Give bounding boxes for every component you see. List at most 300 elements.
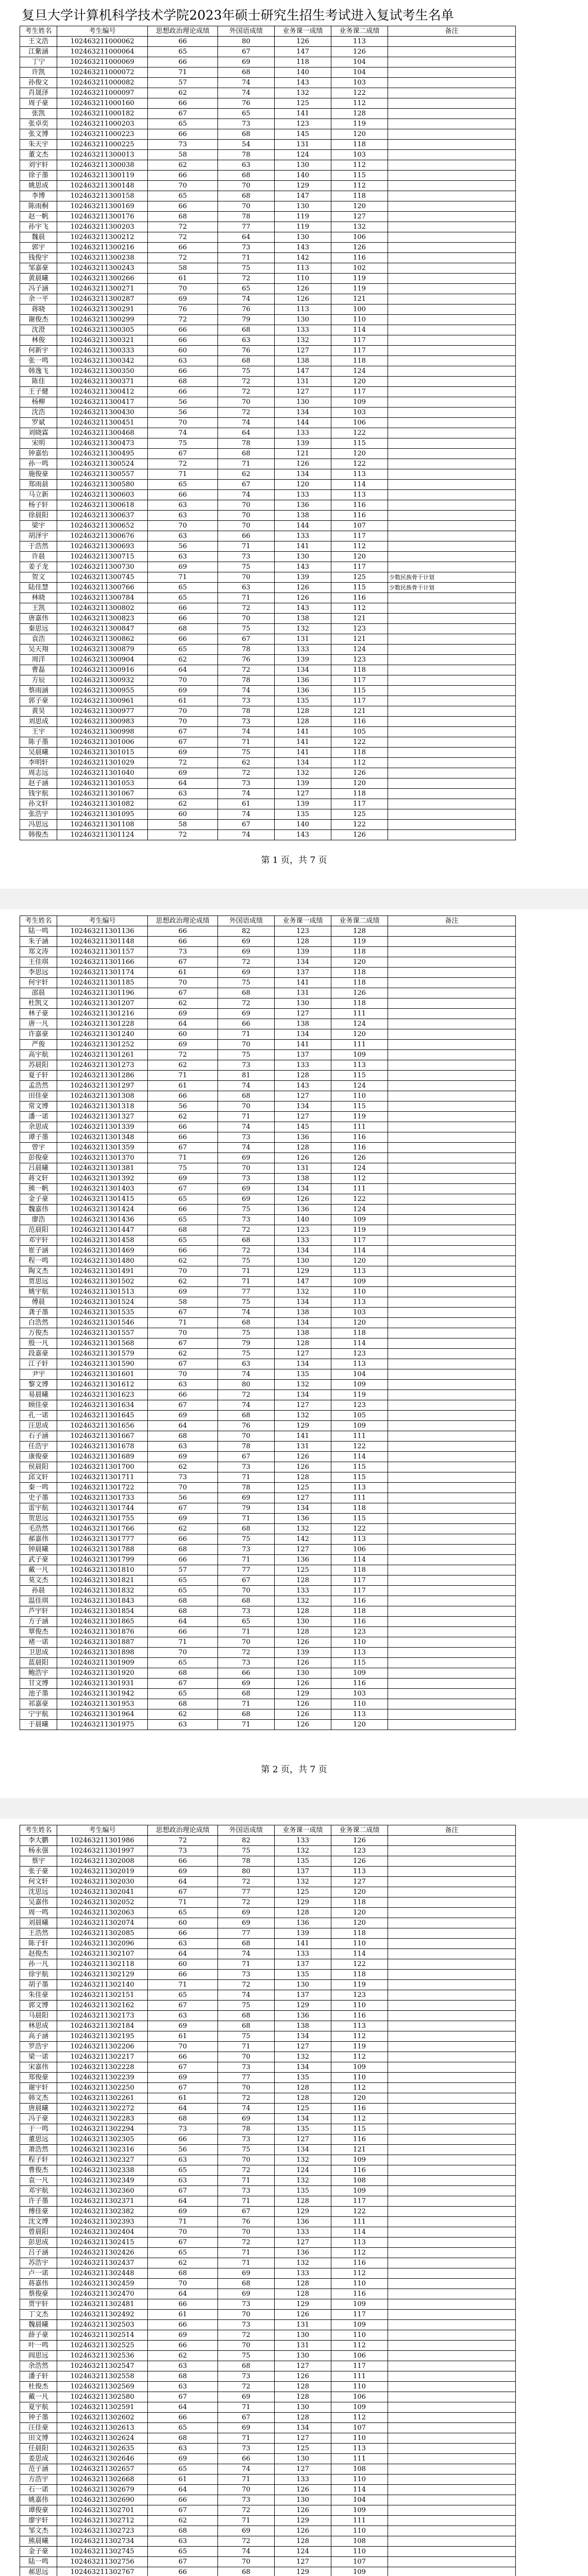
candidate-name: 张子豪 bbox=[20, 1867, 57, 1877]
politics-score: 72 bbox=[148, 1836, 218, 1846]
candidate-id: 102463211301196 bbox=[57, 988, 148, 998]
table-row bbox=[20, 1586, 516, 1596]
table-row bbox=[20, 2516, 516, 2526]
note bbox=[388, 1452, 516, 1462]
subject1-score: 132 bbox=[275, 88, 331, 98]
politics-score: 65 bbox=[148, 583, 218, 593]
note bbox=[388, 1586, 516, 1596]
candidate-name: 郭宇 bbox=[20, 243, 57, 253]
candidate-id: 102463211302239 bbox=[57, 2073, 148, 2083]
candidate-id: 102463211301634 bbox=[57, 1400, 148, 1411]
note bbox=[388, 78, 516, 88]
note bbox=[388, 1194, 516, 1205]
subject1-score: 126 bbox=[275, 2485, 331, 2495]
candidate-name: 沈浩 bbox=[20, 408, 57, 418]
subject2-score: 105 bbox=[331, 1411, 388, 1421]
candidate-id: 102463211301711 bbox=[57, 1472, 148, 1483]
candidate-id: 102463211302228 bbox=[57, 2062, 148, 2073]
subject1-score: 130 bbox=[275, 201, 331, 212]
politics-score: 71 bbox=[148, 1637, 218, 1648]
subject2-score: 112 bbox=[331, 541, 388, 552]
note bbox=[388, 1658, 516, 1668]
candidate-name: 邹文杰 bbox=[20, 2526, 57, 2536]
subject1-score: 127 bbox=[275, 1009, 331, 1019]
table-row bbox=[20, 998, 516, 1009]
politics-score: 66 bbox=[148, 366, 218, 377]
politics-score: 57 bbox=[148, 1565, 218, 1575]
candidate-id: 102463211302602 bbox=[57, 2413, 148, 2423]
subject2-score: 110 bbox=[331, 1637, 388, 1648]
page-sheet bbox=[0, 909, 588, 1798]
politics-score: 68 bbox=[148, 624, 218, 634]
column-header: 业务课二成绩 bbox=[331, 916, 388, 926]
candidate-name: 钟子墨 bbox=[20, 2413, 57, 2423]
candidate-name: 胡子墨 bbox=[20, 1980, 57, 1990]
subject2-score: 126 bbox=[331, 768, 388, 778]
language-score: 71 bbox=[218, 1699, 275, 1709]
language-score: 68 bbox=[218, 67, 275, 78]
subject2-score: 120 bbox=[331, 552, 388, 562]
table-row bbox=[20, 748, 516, 758]
candidate-name: 顾佳豪 bbox=[20, 1400, 57, 1411]
table-row bbox=[20, 78, 516, 88]
language-score: 71 bbox=[218, 2516, 275, 2526]
table-row bbox=[20, 1545, 516, 1555]
subject1-score: 133 bbox=[275, 428, 331, 438]
subject1-score: 127 bbox=[275, 2557, 331, 2567]
table-row bbox=[20, 2155, 516, 2165]
politics-score: 69 bbox=[148, 2330, 218, 2341]
candidate-name: 崔子涵 bbox=[20, 1246, 57, 1256]
candidate-name: 梁一诺 bbox=[20, 2052, 57, 2062]
subject1-score: 132 bbox=[275, 1380, 331, 1390]
table-row bbox=[20, 459, 516, 469]
language-score: 73 bbox=[218, 119, 275, 129]
politics-score: 71 bbox=[148, 1071, 218, 1081]
language-score: 82 bbox=[218, 926, 275, 937]
language-score: 77 bbox=[218, 1287, 275, 1297]
subject2-score: 132 bbox=[331, 222, 388, 232]
table-row bbox=[20, 1939, 516, 1949]
note bbox=[388, 758, 516, 768]
subject1-score: 128 bbox=[275, 2279, 331, 2289]
candidate-name: 沈思远 bbox=[20, 1887, 57, 1897]
language-score: 66 bbox=[218, 1668, 275, 1679]
subject2-score: 117 bbox=[331, 1586, 388, 1596]
candidate-name: 刘思成 bbox=[20, 717, 57, 727]
column-header: 业务课二成绩 bbox=[331, 1825, 388, 1836]
subject1-score: 141 bbox=[275, 727, 331, 737]
politics-score: 66 bbox=[148, 2299, 218, 2310]
language-score: 71 bbox=[218, 2258, 275, 2268]
politics-score: 56 bbox=[148, 541, 218, 552]
language-score: 75 bbox=[218, 263, 275, 274]
candidate-name: 罗斌 bbox=[20, 418, 57, 428]
table-row bbox=[20, 2392, 516, 2402]
subject2-score: 122 bbox=[331, 1959, 388, 1970]
politics-score: 68 bbox=[148, 1431, 218, 1442]
politics-score: 63 bbox=[148, 2444, 218, 2454]
politics-score: 66 bbox=[148, 98, 218, 109]
candidate-id: 102463211000082 bbox=[57, 78, 148, 88]
subject1-score: 127 bbox=[275, 1112, 331, 1122]
candidate-table bbox=[20, 916, 516, 1730]
subject2-score: 103 bbox=[331, 1689, 388, 1699]
table-row bbox=[20, 717, 516, 727]
language-score: 75 bbox=[218, 978, 275, 988]
language-score: 74 bbox=[218, 1949, 275, 1959]
politics-score: 68 bbox=[148, 1596, 218, 1606]
note bbox=[388, 1720, 516, 1730]
politics-score: 66 bbox=[148, 1856, 218, 1867]
candidate-id: 102463211302008 bbox=[57, 1856, 148, 1867]
candidate-id: 102463211302492 bbox=[57, 2310, 148, 2320]
language-score: 72 bbox=[218, 2382, 275, 2392]
candidate-id: 102463211301108 bbox=[57, 820, 148, 830]
candidate-id: 102463211301240 bbox=[57, 1029, 148, 1040]
candidate-name: 易晨曦 bbox=[20, 1390, 57, 1400]
politics-score: 70 bbox=[148, 675, 218, 686]
column-header: 备注 bbox=[388, 916, 516, 926]
note bbox=[388, 212, 516, 222]
note bbox=[388, 1338, 516, 1349]
subject2-score: 110 bbox=[331, 2526, 388, 2536]
table-row bbox=[20, 2145, 516, 2155]
subject2-score: 126 bbox=[331, 243, 388, 253]
subject1-score: 124 bbox=[275, 2547, 331, 2557]
language-score: 74 bbox=[218, 490, 275, 500]
candidate-id: 102463211301015 bbox=[57, 748, 148, 758]
table-row bbox=[20, 978, 516, 988]
politics-score: 65 bbox=[148, 1194, 218, 1205]
table-row bbox=[20, 1050, 516, 1060]
politics-score: 65 bbox=[148, 1215, 218, 1225]
candidate-id: 102463211300216 bbox=[57, 243, 148, 253]
note bbox=[388, 2268, 516, 2279]
subject2-score: 110 bbox=[331, 2475, 388, 2485]
language-score: 71 bbox=[218, 2042, 275, 2052]
politics-score: 65 bbox=[148, 2547, 218, 2557]
politics-score: 70 bbox=[148, 1369, 218, 1380]
politics-score: 66 bbox=[148, 2052, 218, 2062]
table-row bbox=[20, 531, 516, 541]
politics-score: 67 bbox=[148, 2186, 218, 2196]
subject2-score: 119 bbox=[331, 2042, 388, 2052]
politics-score: 69 bbox=[148, 748, 218, 758]
politics-score: 68 bbox=[148, 212, 218, 222]
language-score: 68 bbox=[218, 1939, 275, 1949]
table-row bbox=[20, 1411, 516, 1421]
language-score: 77 bbox=[218, 1928, 275, 1939]
politics-score: 70 bbox=[148, 2227, 218, 2238]
subject2-score: 110 bbox=[331, 2001, 388, 2011]
subject2-score: 113 bbox=[331, 1534, 388, 1545]
note bbox=[388, 1709, 516, 1720]
candidate-name: 于浩然 bbox=[20, 541, 57, 552]
language-score: 73 bbox=[218, 1462, 275, 1472]
candidate-id: 102463211300745 bbox=[57, 572, 148, 583]
candidate-id: 102463211300495 bbox=[57, 449, 148, 459]
candidate-name: 郭文博 bbox=[20, 2001, 57, 2011]
table-row bbox=[20, 480, 516, 490]
subject2-score: 117 bbox=[331, 2196, 388, 2207]
politics-score: 64 bbox=[148, 1877, 218, 1887]
candidate-name: 宁宇航 bbox=[20, 1709, 57, 1720]
language-score: 73 bbox=[218, 552, 275, 562]
language-score: 68 bbox=[218, 325, 275, 335]
politics-score: 56 bbox=[148, 397, 218, 408]
politics-score: 65 bbox=[148, 1658, 218, 1668]
politics-score: 63 bbox=[148, 2536, 218, 2547]
subject2-score: 114 bbox=[331, 480, 388, 490]
language-score: 68 bbox=[218, 1689, 275, 1699]
subject2-score: 109 bbox=[331, 2299, 388, 2310]
table-row bbox=[20, 789, 516, 799]
note bbox=[388, 1297, 516, 1308]
subject1-score: 135 bbox=[275, 2186, 331, 2196]
table-row bbox=[20, 201, 516, 212]
subject1-score: 135 bbox=[275, 1369, 331, 1380]
language-score: 70 bbox=[218, 2227, 275, 2238]
language-score: 68 bbox=[218, 1091, 275, 1101]
candidate-name: 常文博 bbox=[20, 1101, 57, 1112]
politics-score: 66 bbox=[148, 926, 218, 937]
subject1-score: 139 bbox=[275, 947, 331, 957]
language-score: 76 bbox=[218, 98, 275, 109]
subject2-score: 118 bbox=[331, 789, 388, 799]
subject1-score: 126 bbox=[275, 1637, 331, 1648]
note bbox=[388, 1174, 516, 1184]
subject2-score: 106 bbox=[331, 2351, 388, 2361]
table-row bbox=[20, 1555, 516, 1565]
table-row bbox=[20, 1235, 516, 1246]
note bbox=[388, 1380, 516, 1390]
note bbox=[388, 1648, 516, 1658]
candidate-name: 彭思成 bbox=[20, 2238, 57, 2248]
language-score: 66 bbox=[218, 1019, 275, 1029]
subject1-score: 127 bbox=[275, 1545, 331, 1555]
candidate-id: 102463211301722 bbox=[57, 1483, 148, 1493]
candidate-name: 武子豪 bbox=[20, 1555, 57, 1565]
note bbox=[388, 2279, 516, 2289]
subject1-score: 130 bbox=[275, 232, 331, 243]
candidate-id: 102463211300693 bbox=[57, 541, 148, 552]
subject2-score: 115 bbox=[331, 1462, 388, 1472]
note bbox=[388, 140, 516, 150]
candidate-id: 102463211302514 bbox=[57, 2330, 148, 2341]
candidate-id: 102463211302206 bbox=[57, 2042, 148, 2052]
subject1-score: 126 bbox=[275, 459, 331, 469]
candidate-name: 潘子轩 bbox=[20, 2371, 57, 2382]
subject1-score: 130 bbox=[275, 552, 331, 562]
subject2-score: 113 bbox=[331, 469, 388, 480]
candidate-name: 蔡宇 bbox=[20, 1856, 57, 1867]
language-score: 70 bbox=[218, 572, 275, 583]
subject2-score: 116 bbox=[331, 2011, 388, 2021]
candidate-name: 程一鸣 bbox=[20, 1256, 57, 1266]
subject2-score: 122 bbox=[331, 1524, 388, 1534]
note bbox=[388, 748, 516, 758]
language-score: 69 bbox=[218, 1679, 275, 1689]
column-header: 思想政治理论成绩 bbox=[148, 1825, 218, 1836]
candidate-id: 102463211000072 bbox=[57, 67, 148, 78]
note bbox=[388, 2124, 516, 2134]
candidate-name: 梁宇 bbox=[20, 521, 57, 531]
subject2-score: 120 bbox=[331, 1029, 388, 1040]
candidate-name: 李大鹏 bbox=[20, 1836, 57, 1846]
note bbox=[388, 1483, 516, 1493]
note bbox=[388, 1143, 516, 1153]
table-row bbox=[20, 1980, 516, 1990]
candidate-name: 韩文杰 bbox=[20, 2093, 57, 2104]
subject2-score: 117 bbox=[331, 675, 388, 686]
table-row bbox=[20, 212, 516, 222]
candidate-id: 102463211302327 bbox=[57, 2155, 148, 2165]
table-row bbox=[20, 1153, 516, 1163]
candidate-name: 钟晨曦 bbox=[20, 1545, 57, 1555]
candidate-id: 102463211302283 bbox=[57, 2114, 148, 2124]
table-row bbox=[20, 2176, 516, 2186]
language-score: 69 bbox=[218, 2114, 275, 2124]
subject2-score: 106 bbox=[331, 418, 388, 428]
note bbox=[388, 397, 516, 408]
candidate-id: 102463211302217 bbox=[57, 2052, 148, 2062]
politics-score: 68 bbox=[148, 2433, 218, 2444]
table-row bbox=[20, 1836, 516, 1846]
note bbox=[388, 1877, 516, 1887]
candidate-name: 廖浩 bbox=[20, 1215, 57, 1225]
politics-score: 67 bbox=[148, 1679, 218, 1689]
subject2-score: 123 bbox=[331, 1400, 388, 1411]
candidate-id: 102463211301546 bbox=[57, 1318, 148, 1328]
candidate-name: 池子墨 bbox=[20, 1689, 57, 1699]
note bbox=[388, 937, 516, 947]
language-score: 70 bbox=[218, 2485, 275, 2495]
candidate-name: 蒋晓 bbox=[20, 304, 57, 315]
candidate-name: 王宇 bbox=[20, 727, 57, 737]
candidate-name: 宋嘉伟 bbox=[20, 2062, 57, 2073]
politics-score: 62 bbox=[148, 1524, 218, 1534]
candidate-id: 102463211301424 bbox=[57, 1205, 148, 1215]
language-score: 74 bbox=[218, 418, 275, 428]
note bbox=[388, 1856, 516, 1867]
language-score: 72 bbox=[218, 1648, 275, 1658]
candidate-id: 102463211300580 bbox=[57, 480, 148, 490]
candidate-id: 102463211000223 bbox=[57, 129, 148, 140]
language-score: 72 bbox=[218, 2505, 275, 2516]
subject1-score: 132 bbox=[275, 2176, 331, 2186]
language-score: 77 bbox=[218, 222, 275, 232]
subject2-score: 118 bbox=[331, 1565, 388, 1575]
note bbox=[388, 480, 516, 490]
table-row bbox=[20, 325, 516, 335]
subject2-score: 109 bbox=[331, 1050, 388, 1060]
subject2-score: 114 bbox=[331, 2227, 388, 2238]
subject2-score: 111 bbox=[331, 1493, 388, 1503]
subject2-score: 113 bbox=[331, 1648, 388, 1658]
politics-score: 66 bbox=[148, 634, 218, 645]
subject2-score: 109 bbox=[331, 2062, 388, 2073]
subject1-score: 113 bbox=[275, 304, 331, 315]
subject2-score: 109 bbox=[331, 2320, 388, 2330]
candidate-id: 102463211000064 bbox=[57, 47, 148, 57]
note bbox=[388, 593, 516, 603]
table-row bbox=[20, 377, 516, 387]
subject1-score: 135 bbox=[275, 696, 331, 706]
subject2-score: 110 bbox=[331, 1091, 388, 1101]
language-score: 70 bbox=[218, 201, 275, 212]
table-row bbox=[20, 2433, 516, 2444]
candidate-name: 黄晨曦 bbox=[20, 274, 57, 284]
candidate-id: 102463211300823 bbox=[57, 614, 148, 624]
candidate-name: 周子豪 bbox=[20, 98, 57, 109]
note bbox=[388, 2155, 516, 2165]
subject1-score: 139 bbox=[275, 799, 331, 809]
politics-score: 66 bbox=[148, 490, 218, 500]
candidate-name: 戴一凡 bbox=[20, 2392, 57, 2402]
subject1-score: 134 bbox=[275, 2145, 331, 2155]
language-score: 71 bbox=[218, 737, 275, 748]
subject2-score: 115 bbox=[331, 1101, 388, 1112]
candidate-id: 102463211300342 bbox=[57, 356, 148, 366]
subject2-score: 118 bbox=[331, 665, 388, 675]
language-score: 74 bbox=[218, 1122, 275, 1132]
candidate-name: 王凯 bbox=[20, 603, 57, 614]
politics-score: 62 bbox=[148, 2258, 218, 2268]
politics-score: 62 bbox=[148, 1256, 218, 1266]
note bbox=[388, 449, 516, 459]
table-header-row bbox=[20, 916, 516, 926]
table-row bbox=[20, 2330, 516, 2341]
table-row bbox=[20, 1709, 516, 1720]
candidate-name: 蔡雨涵 bbox=[20, 686, 57, 696]
candidate-name: 孙一鸣 bbox=[20, 459, 57, 469]
politics-score: 62 bbox=[148, 1277, 218, 1287]
subject1-score: 124 bbox=[275, 150, 331, 160]
note bbox=[388, 1668, 516, 1679]
politics-score: 66 bbox=[148, 1205, 218, 1215]
politics-score: 65 bbox=[148, 1908, 218, 1918]
language-score: 54 bbox=[218, 140, 275, 150]
note bbox=[388, 1132, 516, 1143]
note bbox=[388, 1060, 516, 1071]
subject2-score: 114 bbox=[331, 325, 388, 335]
subject2-score: 110 bbox=[331, 2382, 388, 2392]
note bbox=[388, 552, 516, 562]
subject1-score: 135 bbox=[275, 809, 331, 820]
table-row bbox=[20, 2289, 516, 2299]
table-row bbox=[20, 1071, 516, 1081]
candidate-name: 张浩宇 bbox=[20, 809, 57, 820]
note bbox=[388, 2351, 516, 2361]
candidate-name: 徐晨阳 bbox=[20, 511, 57, 521]
politics-score: 66 bbox=[148, 201, 218, 212]
table-row bbox=[20, 1990, 516, 2001]
politics-score: 62 bbox=[148, 2351, 218, 2361]
subject2-score: 113 bbox=[331, 1297, 388, 1308]
candidate-name: 贾宇轩 bbox=[20, 2299, 57, 2310]
subject1-score: 141 bbox=[275, 541, 331, 552]
subject2-score: 122 bbox=[331, 820, 388, 830]
candidate-id: 102463211301535 bbox=[57, 1308, 148, 1318]
subject2-score: 118 bbox=[331, 1928, 388, 1939]
politics-score: 58 bbox=[148, 150, 218, 160]
table-row bbox=[20, 541, 516, 552]
table-row bbox=[20, 2567, 516, 2576]
subject2-score: 117 bbox=[331, 387, 388, 397]
politics-score: 56 bbox=[148, 1101, 218, 1112]
candidate-name: 任晨阳 bbox=[20, 2444, 57, 2454]
